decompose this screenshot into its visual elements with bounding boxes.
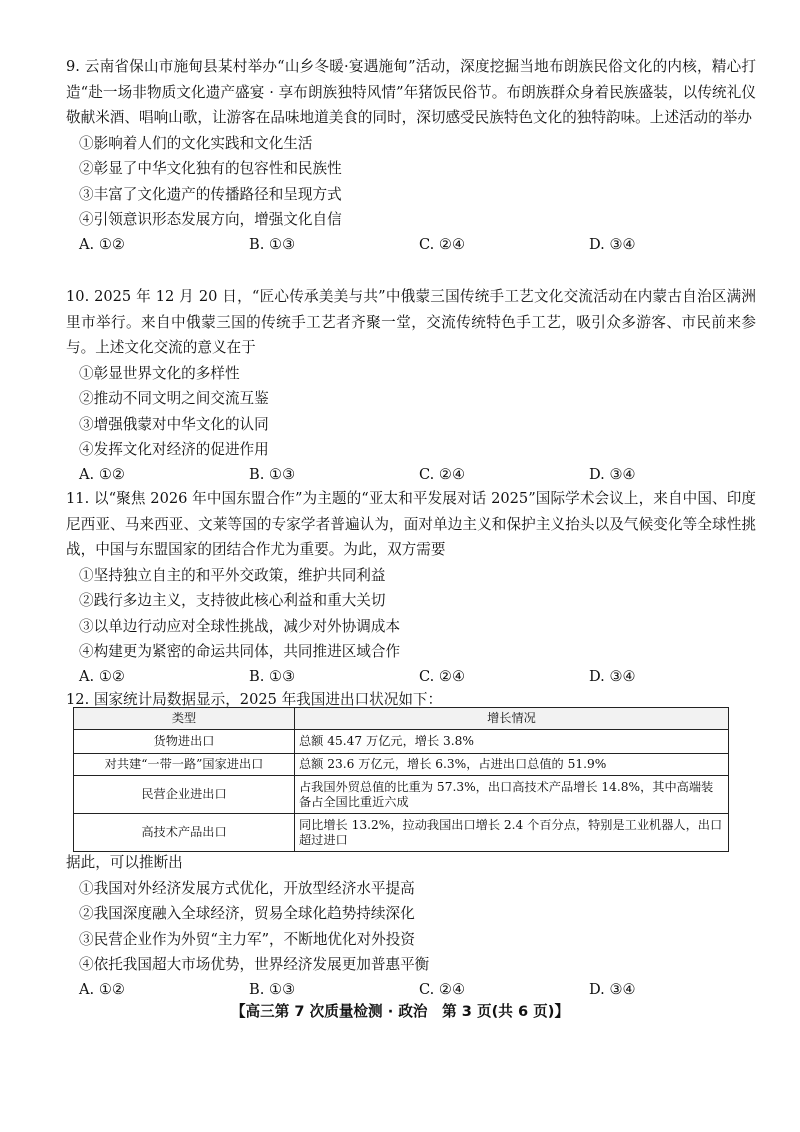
question-9 (66, 54, 756, 257)
statement-item: ③丰富了文化遗产的传播路径和呈现方式 (79, 185, 342, 203)
statement-item: ②推动不同文明之间交流互鉴 (79, 390, 269, 407)
table-row (74, 814, 729, 852)
choice-c[interactable]: C. ②④ (419, 667, 466, 685)
statement-item: ③以单边行动应对全球性挑战，减少对外协调成本 (79, 617, 401, 635)
row-growth: 总额 45.47 万亿元，增长 3.8% (295, 730, 729, 754)
statement-item: ②践行多边主义，支持彼此核心利益和重大关切 (79, 592, 386, 609)
statement-item: ①彰显世界文化的多样性 (79, 364, 240, 382)
answer-choices (66, 665, 756, 689)
statement-item: ④发挥文化对经济的促进作用 (79, 441, 269, 458)
row-growth: 占我国外贸总值的比重为 57.3%，出口高技术产品增长 14.8%，其中高端装备占全国比重近六成 (295, 776, 729, 814)
choice-c[interactable]: C. ②④ (419, 980, 466, 998)
choice-a[interactable]: A. ①② (79, 465, 125, 483)
choice-b[interactable]: B. ①③ (249, 667, 296, 685)
statement-item: ①影响着人们的文化实践和文化生活 (79, 134, 313, 152)
choice-b[interactable]: B. ①③ (249, 980, 296, 998)
row-type: 民营企业进出口 (74, 776, 295, 814)
choice-d[interactable]: D. ③④ (589, 465, 636, 483)
question-lead: 据此，可以推断出 (66, 854, 183, 871)
row-type: 货物进出口 (74, 730, 295, 754)
table-row (74, 730, 729, 754)
choice-b[interactable]: B. ①③ (249, 465, 296, 483)
statement-item: ②我国深度融入全球经济，贸易全球化趋势持续深化 (79, 905, 415, 922)
statement-item: ②彰显了中华文化独有的包容性和民族性 (79, 160, 342, 177)
row-type: 对共建“一带一路”国家进出口 (74, 754, 295, 776)
question-stem: 11. 以“聚焦 2026 年中国东盟合作”为主题的“亚太和平发展对话 2025”国际学术会议上，来自中国、印度尼西亚、马来西亚、文莱等国的专家学者普遍认为，面对单边主义和保护主义抬头以及气候变化等全球性挑战，中国与东盟国家的团结合作尤为重要。为此，双方需要 (66, 490, 756, 558)
choice-a[interactable]: A. ①② (79, 980, 125, 998)
table-header-row (74, 708, 729, 730)
question-12-options (66, 850, 756, 1002)
choice-d[interactable]: D. ③④ (589, 667, 636, 685)
statement-item: ①我国对外经济发展方式优化，开放型经济水平提高 (79, 879, 415, 897)
choice-a[interactable]: A. ①② (79, 667, 125, 685)
question-10 (66, 284, 756, 487)
choice-d[interactable]: D. ③④ (589, 980, 636, 998)
choice-d[interactable]: D. ③④ (589, 235, 636, 253)
question-stem: 12. 国家统计局数据显示，2025 年我国进出口状况如下： (66, 691, 443, 708)
choice-b[interactable]: B. ①③ (249, 235, 296, 253)
table-row (74, 776, 729, 814)
table-row (74, 754, 729, 776)
row-type: 高技术产品出口 (74, 814, 295, 852)
column-header-type: 类型 (74, 708, 295, 730)
trade-data-table (73, 707, 729, 852)
statement-item: ④引领意识形态发展方向，增强文化自信 (79, 211, 342, 228)
statement-item: ③增强俄蒙对中华文化的认同 (79, 415, 269, 433)
statement-item: ④构建更为紧密的命运共同体，共同推进区域合作 (79, 643, 401, 660)
statement-item: ③民营企业作为外贸“主力军”，不断地优化对外投资 (79, 930, 415, 948)
choice-a[interactable]: A. ①② (79, 235, 125, 253)
answer-choices (66, 463, 756, 487)
row-growth: 总额 23.6 万亿元，增长 6.3%，占进出口总值的 51.9% (295, 754, 729, 776)
choice-c[interactable]: C. ②④ (419, 465, 466, 483)
page-footer: 【高三第 7 次质量检测 · 政治 第 3 页(共 6 页)】 (230, 1003, 570, 1020)
question-stem: 9. 云南省保山市施甸县某村举办“山乡冬暖·宴遇施甸”活动，深度挖掘当地布朗族民俗文化的内核，精心打造“赴一场非物质文化遗产盛宴 · 享布朗族独特风情”年猪饭民俗节。布朗族群众身着民族盛装，以传统礼仪敬献米酒、唱响山歌，让游客在品味地道美食的同时，深切感受民族特色文化的独特韵味。上述活动的举办 (66, 58, 756, 126)
choice-c[interactable]: C. ②④ (419, 235, 466, 253)
answer-choices (66, 233, 756, 257)
answer-choices (66, 978, 756, 1002)
row-growth: 同比增长 13.2%，拉动我国出口增长 2.4 个百分点，特别是工业机器人，出口超过进口 (295, 814, 729, 852)
question-11 (66, 486, 756, 689)
column-header-growth: 增长情况 (295, 708, 729, 730)
statement-item: ①坚持独立自主的和平外交政策，维护共同利益 (79, 566, 386, 584)
statement-item: ④依托我国超大市场优势，世界经济发展更加普惠平衡 (79, 956, 430, 973)
question-stem: 10. 2025 年 12 月 20 日，“匠心传承美美与共”中俄蒙三国传统手工艺文化交流活动在内蒙古自治区满洲里市举行。来自中俄蒙三国的传统手工艺者齐聚一堂，交流传统特色手工艺，吸引众多游客、市民前来参与。上述文化交流的意义在于 (66, 288, 756, 356)
